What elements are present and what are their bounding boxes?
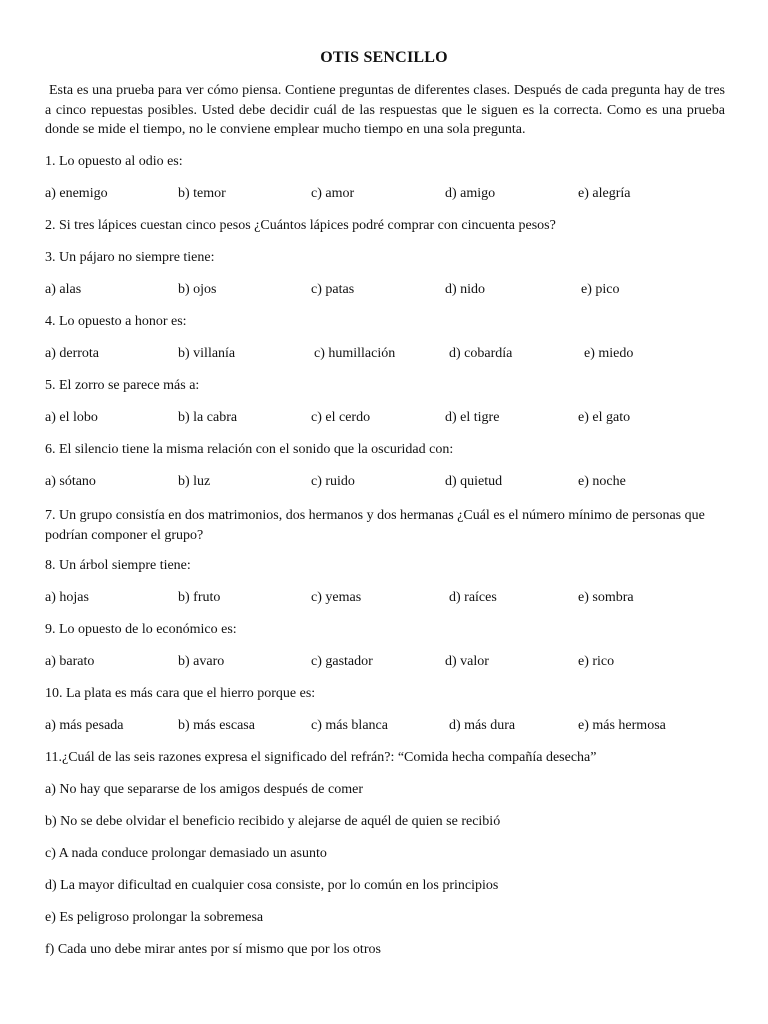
- option-b: b) fruto: [178, 590, 221, 605]
- option-d: d) cobardía: [449, 346, 513, 361]
- option-c: c) humillación: [314, 346, 396, 361]
- question-6-options: [0, 474, 768, 494]
- q11-answer-d: d) La mayor dificultad en cualquier cosa consiste, por lo común en los principios: [45, 878, 499, 893]
- option-c: c) gastador: [311, 654, 373, 669]
- question-11: 11.¿Cuál de las seis razones expresa el significado del refrán?: “Comida hecha compañía desecha”: [45, 750, 597, 765]
- question-4-options: [0, 346, 768, 366]
- option-c: c) patas: [311, 282, 355, 297]
- option-d: d) más dura: [449, 718, 516, 733]
- question-8-options: [0, 590, 768, 610]
- intro-paragraph: Esta es una prueba para ver cómo piensa. Contiene preguntas de diferentes clases. Después de cada pregunta hay de tres a cinco repuestas posibles. Usted debe decidir cuál de las respuestas que le siguen es la correcta. Como es una prueba donde se mide el tiempo, no le conviene emplear mucho tiempo en una sola pregunta.: [45, 83, 725, 137]
- option-b: b) villanía: [178, 346, 236, 361]
- option-b: b) avaro: [178, 654, 225, 669]
- question-10: 10. La plata es más cara que el hierro porque es:: [45, 686, 316, 701]
- option-e: e) pico: [581, 282, 620, 297]
- option-e: e) sombra: [578, 590, 634, 605]
- option-a: a) enemigo: [45, 186, 108, 201]
- q11-answer-c: c) A nada conduce prolongar demasiado un asunto: [45, 846, 327, 861]
- q11-answer-b: b) No se debe olvidar el beneficio recibido y alejarse de aquél de quien se recibió: [45, 814, 501, 829]
- option-c: c) yemas: [311, 590, 362, 605]
- option-b: b) la cabra: [178, 410, 238, 425]
- option-c: c) el cerdo: [311, 410, 371, 425]
- option-b: b) luz: [178, 474, 211, 489]
- option-a: a) hojas: [45, 590, 89, 605]
- option-a: a) barato: [45, 654, 95, 669]
- question-2: 2. Si tres lápices cuestan cinco pesos ¿Cuántos lápices podré comprar con cincuenta pesos?: [45, 218, 556, 233]
- q11-answer-e: e) Es peligroso prolongar la sobremesa: [45, 910, 264, 925]
- question-8: 8. Un árbol siempre tiene:: [45, 558, 191, 573]
- option-e: e) noche: [578, 474, 626, 489]
- question-9: 9. Lo opuesto de lo económico es:: [45, 622, 237, 637]
- question-3: 3. Un pájaro no siempre tiene:: [45, 250, 215, 265]
- option-e: e) rico: [578, 654, 615, 669]
- question-5-options: [0, 410, 768, 430]
- option-d: d) raíces: [449, 590, 497, 605]
- question-1-options: [0, 186, 768, 206]
- option-a: a) el lobo: [45, 410, 98, 425]
- option-a: a) sótano: [45, 474, 96, 489]
- option-b: b) ojos: [178, 282, 217, 297]
- option-a: a) alas: [45, 282, 82, 297]
- option-a: a) derrota: [45, 346, 100, 361]
- question-3-options: [0, 282, 768, 302]
- option-e: e) miedo: [584, 346, 634, 361]
- question-9-options: [0, 654, 768, 674]
- q11-answer-a: a) No hay que separarse de los amigos después de comer: [45, 782, 364, 797]
- page-title: OTIS SENCILLO: [320, 49, 448, 66]
- option-c: c) más blanca: [311, 718, 388, 733]
- option-c: c) ruido: [311, 474, 355, 489]
- option-d: d) el tigre: [445, 410, 500, 425]
- question-5: 5. El zorro se parece más a:: [45, 378, 200, 393]
- question-6: 6. El silencio tiene la misma relación con el sonido que la oscuridad con:: [45, 442, 454, 457]
- option-d: d) nido: [445, 282, 486, 297]
- q11-answer-f: f) Cada uno debe mirar antes por sí mismo que por los otros: [45, 942, 381, 957]
- question-4: 4. Lo opuesto a honor es:: [45, 314, 187, 329]
- question-10-options: [0, 718, 768, 738]
- option-b: b) más escasa: [178, 718, 255, 733]
- option-c: c) amor: [311, 186, 355, 201]
- question-7: 7. Un grupo consistía en dos matrimonios, dos hermanos y dos hermanas ¿Cuál es el número mínimo de personas que podrían componer el grupo?: [45, 508, 705, 543]
- option-d: d) amigo: [445, 186, 496, 201]
- question-1: 1. Lo opuesto al odio es:: [45, 154, 183, 169]
- option-a: a) más pesada: [45, 718, 124, 733]
- option-d: d) quietud: [445, 474, 503, 489]
- option-b: b) temor: [178, 186, 226, 201]
- option-e: e) alegría: [578, 186, 631, 201]
- option-e: e) más hermosa: [578, 718, 666, 733]
- option-d: d) valor: [445, 654, 489, 669]
- option-e: e) el gato: [578, 410, 631, 425]
